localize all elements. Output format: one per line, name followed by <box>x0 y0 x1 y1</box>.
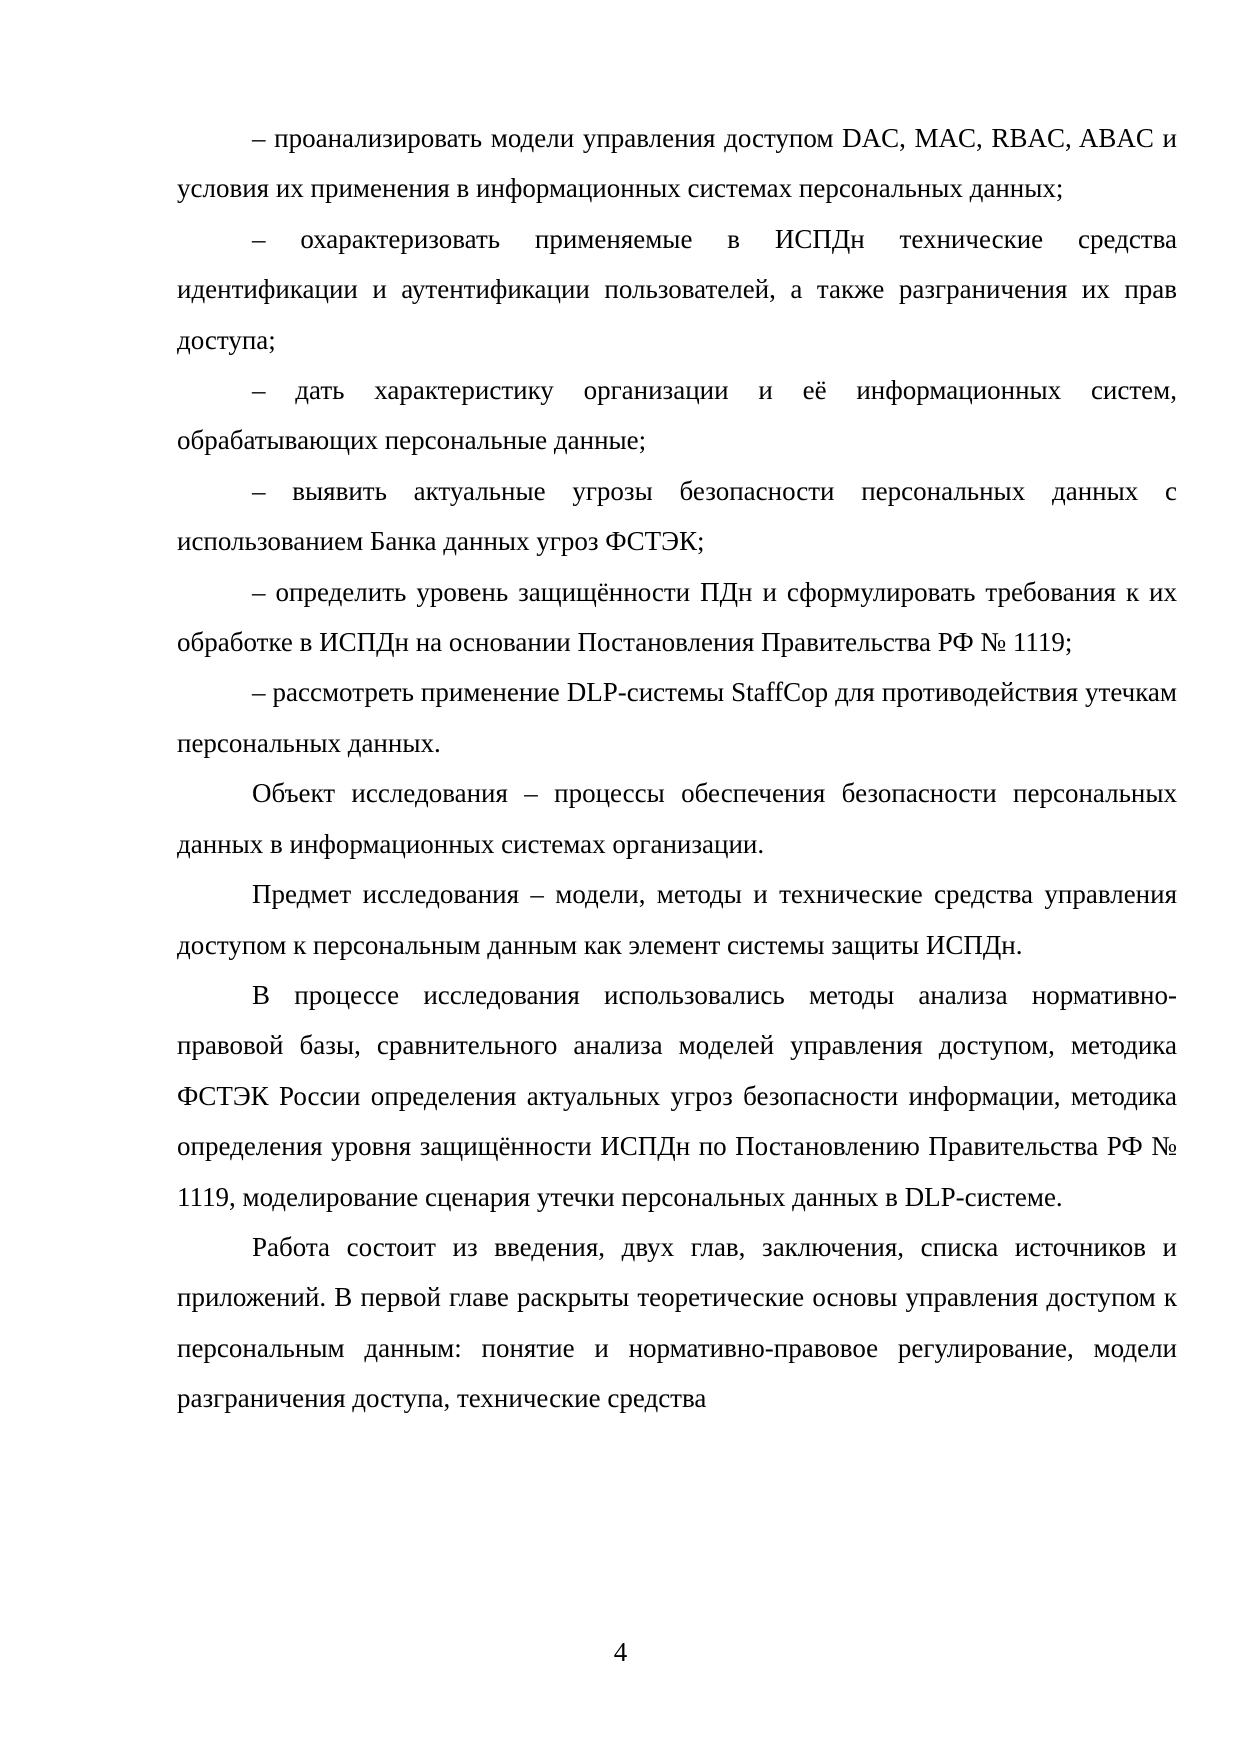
paragraph-task-access-models: – проанализировать модели управления доступом DAC, MAC, RBAC, ABAC и условия их применения в информационных системах персональных данных; <box>177 123 1177 204</box>
paragraph-task-threats: – выявить актуальные угрозы безопасности персональных данных с использованием Банка данных угроз ФСТЭК; <box>177 475 1177 557</box>
paragraph-research-methods: В процессе исследования использовались методы анализа нормативно-правовой базы, сравнительного анализа моделей управления доступом, методика ФСТЭК России определения актуальных угроз безопасности информации, методика определения уровня защищённости ИСПДн по Постановлению Правительства РФ № 1119, моделирование сценария утечки персональных данных в DLP-системе. <box>177 979 1177 1212</box>
paragraph-task-protection-level: – определить уровень защищённости ПДн и сформулировать требования к их обработке в ИСПДн на основании Постановления Правительства РФ № 1119; <box>177 576 1177 658</box>
paragraph-task-technical-means: – охарактеризовать применяемые в ИСПДн технические средства идентификации и аутентификации пользователей, а также разграничения их прав доступа; <box>177 223 1177 355</box>
paragraph-task-organization: – дать характеристику организации и её информационных систем, обрабатывающих персональные данные; <box>177 375 1177 456</box>
paragraph-task-dlp: – рассмотреть применение DLP-системы StaffCop для противодействия утечкам персональных данных. <box>177 677 1177 758</box>
paragraph-research-subject: Предмет исследования – модели, методы и технические средства управления доступом к персональным данным как элемент системы защиты ИСПДн. <box>177 879 1177 960</box>
document-body <box>177 113 1177 1424</box>
paragraph-research-object: Объект исследования – процессы обеспечения безопасности персональных данных в информационных системах организации. <box>177 778 1177 859</box>
page-number: 4 <box>613 1637 628 1667</box>
paragraph-work-structure: Работа состоит из введения, двух глав, заключения, списка источников и приложений. В первой главе раскрыты теоретические основы управления доступом к персональным данным: понятие и нормативно-правовое регулирование, модели разграничения доступа, технические средства <box>177 1231 1177 1414</box>
